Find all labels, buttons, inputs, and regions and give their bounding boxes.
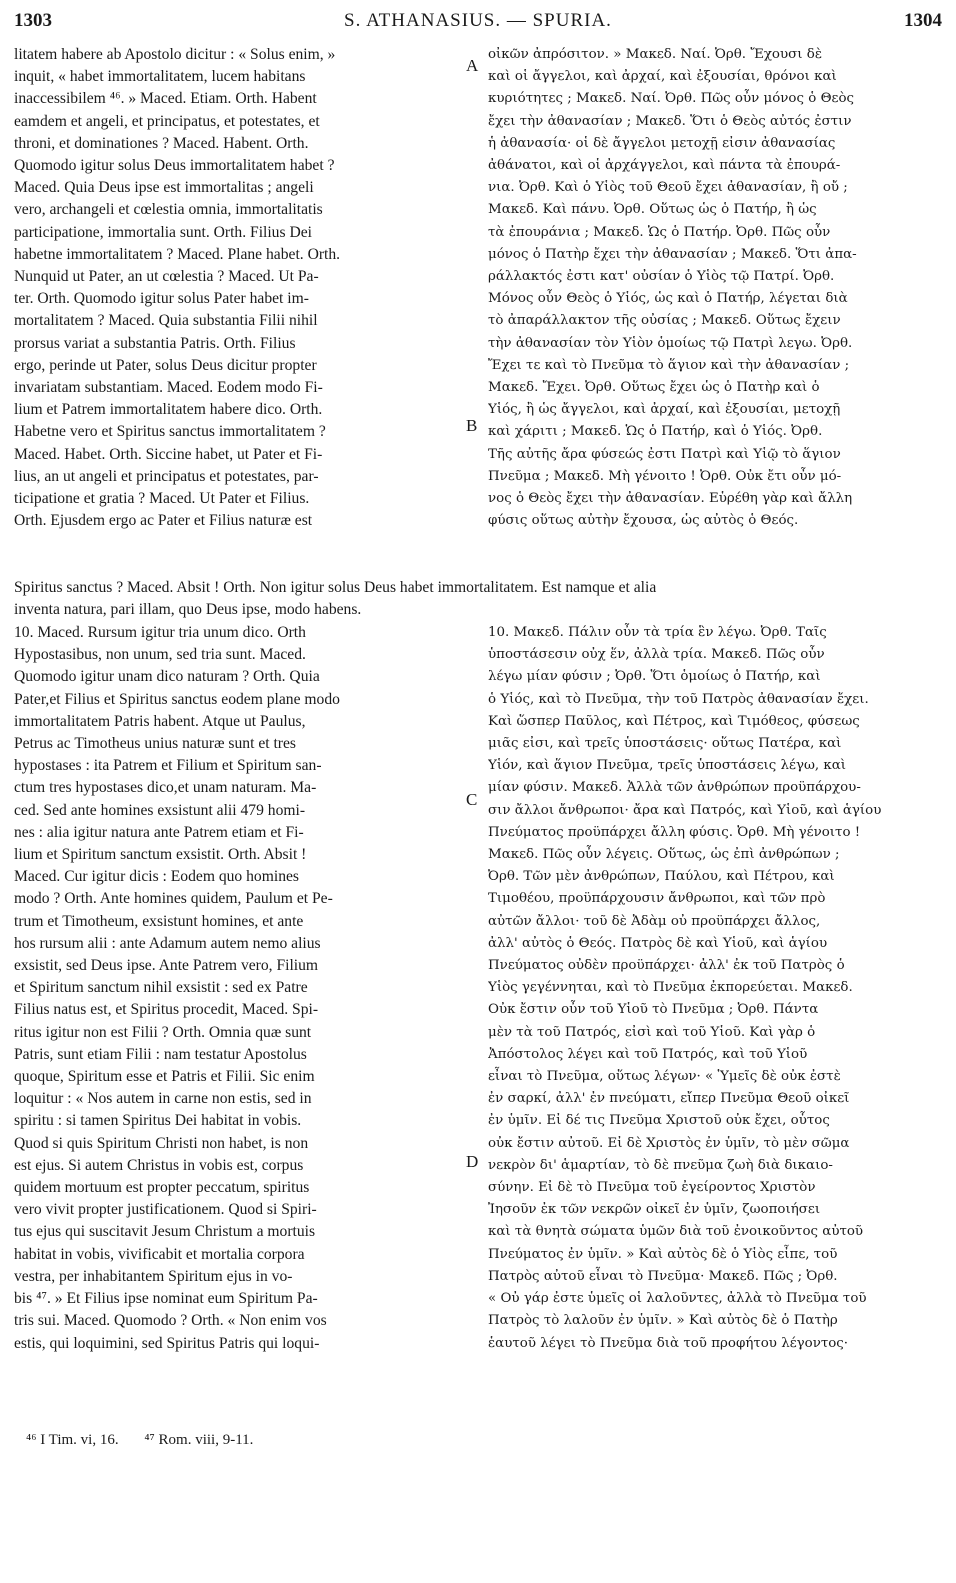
text-line: lium et Patrem immortalitatem habere dico. Orth. xyxy=(14,401,323,419)
text-line: ἔχει τὴν ἀθανασίαν ; Μακεδ. Ὅτι ὁ Θεὸς αὐτός ἐστιν xyxy=(488,113,852,129)
text-line: Quod si quis Spiritum Christi non habet, is non xyxy=(14,1134,309,1152)
text-line: Ἰησοῦν ἐκ τῶν νεκρῶν οἰκεῖ ἐν ὑμῖν, ζωοποιήσει xyxy=(488,1202,821,1218)
text-line: lius, an ut angeli et principatus et potestates, par- xyxy=(14,467,319,485)
text-line: 10. Μακεδ. Πάλιν οὖν τὰ τρία ἓν λέγω. Ὀρθ. Ταῖς xyxy=(488,625,827,640)
text-line: tris sui. Maced. Quomodo ? Orth. « Non enim vos xyxy=(14,1312,327,1330)
latin-full-width-text xyxy=(14,577,942,621)
text-line: Καὶ ὥσπερ Παῦλος, καὶ Πέτρος, καὶ Τιμόθεος, φύσεως xyxy=(488,713,860,729)
text-line: inaccessibilem ⁴⁶. » Maced. Etiam. Orth. Habent xyxy=(14,90,317,108)
text-line: Πνεύματος προϋπάρχει ἄλλη φύσις. Ὀρθ. Μὴ γένοιτο ! xyxy=(488,824,861,840)
latin-column-bottom xyxy=(14,622,466,1355)
text-line: loquitur : « Nos autem in carne non estis, sed in xyxy=(14,1090,312,1108)
text-line: exsistit, sed Deus ipse. Ante Patrem vero, Filium xyxy=(14,957,319,975)
text-line: ced. Sed ante homines exsistunt alii 479 homi- xyxy=(14,801,306,819)
text-line: εἶναι τὸ Πνεῦμα, οὕτως λέγων· « Ὑμεῖς δὲ οὐκ ἐστὲ xyxy=(488,1069,841,1085)
text-line: Μακεδ. Ἔχει. Ὀρθ. Οὕτως ἔχει ὡς ὁ Πατὴρ καὶ ὁ xyxy=(488,380,820,396)
page-number-left: 1303 xyxy=(14,10,52,31)
text-line: Πνεύματος οὐδὲν προϋπάρχει· ἀλλ' ἐκ τοῦ Πατρὸς ὁ xyxy=(488,958,845,974)
text-line: habitat in vobis, vivificabit et mortalia corpora xyxy=(14,1245,305,1263)
text-line: Τιμοθέου, προϋπάρχουσιν ἄνθρωποι, καὶ τῶν πρὸ xyxy=(488,891,826,907)
greek-column-bottom xyxy=(488,622,942,1355)
text-line: τὴν ἀθανασίαν τὸν Υἱὸν ὁμοίως τῷ Πατρὶ λεγω. Ὀρθ. xyxy=(488,335,853,351)
text-line: ἐν ὑμῖν. Εἰ δέ τις Πνεῦμα Χριστοῦ οὐκ ἔχει, οὗτος xyxy=(488,1113,830,1129)
text-line: Μακεδ. Πῶς οὖν λέγεις. Οὕτως, ὡς ἐπὶ ἀνθρώπων ; xyxy=(488,847,840,863)
text-line: spiritu : si tamen Spiritus Dei habitat in vobis. xyxy=(14,1112,302,1130)
text-line: hypostases : ita Patrem et Filium et Spiritum san- xyxy=(14,757,322,775)
text-line: ἑαυτοῦ λέγει τὸ Πνεῦμα διὰ τοῦ προφήτου λέγοντος· xyxy=(488,1335,849,1351)
text-line: μόνος ὁ Πατὴρ ἔχει τὴν ἀθανασίαν ; Μακεδ. Ὅτι ἀπα- xyxy=(488,246,857,262)
text-line: hos rursum alii : ante Adamum autem nemo alius xyxy=(14,934,321,952)
text-line: vero, archangeli et cœlestia omnia, immortalitatis xyxy=(14,201,323,219)
text-line: ὁ Υἱός, καὶ τὸ Πνεῦμα, τὴν τοῦ Πατρὸς ἀθανασίαν ἔχει. xyxy=(488,691,869,707)
text-line: ἀθάνατοι, καὶ οἱ ἀρχάγγελοι, καὶ πάντα τὰ ἐπουρά- xyxy=(488,158,841,174)
margin-letter-c: C xyxy=(466,790,478,809)
text-line: ράλλακτός ἐστι κατ' οὐσίαν ὁ Υἱὸς τῷ Πατρί. Ὀρθ. xyxy=(488,269,835,285)
text-line: Υἱὸς γεγέννηται, καὶ τὸ Πνεῦμα ἐκπορεύεται. Μακεδ. xyxy=(488,980,853,996)
footnote-47: ⁴⁷ Rom. viii, 9-11. xyxy=(144,1432,254,1448)
footnotes xyxy=(26,1432,275,1449)
text-line: τὰ ἐπουράνια ; Μακεδ. Ὡς ὁ Πατήρ. Ὀρθ. Πῶς οὖν xyxy=(488,224,831,240)
text-line: 10. Maced. Rursum igitur tria unum dico. Orth xyxy=(14,624,306,641)
text-line: modo ? Orth. Ante homines quidem, Paulum et Pe- xyxy=(14,890,333,908)
text-line: inquit, « habet immortalitatem, lucem habitans xyxy=(14,68,306,86)
text-line: ctum tres hypostases dico,et unam naturam. Ma- xyxy=(14,779,317,797)
text-line: κυριότητες ; Μακεδ. Ναί. Ὀρθ. Πῶς οὖν μόνος ὁ Θεὸς xyxy=(488,91,855,107)
text-line: habetne immortalitatem ? Maced. Plane habet. Orth. xyxy=(14,245,341,263)
text-line: ritus igitur non est Filii ? Orth. Omnia quæ sunt xyxy=(14,1023,312,1041)
text-line: invariatam substantiam. Maced. Eodem modo Fi- xyxy=(14,379,323,397)
text-line: σύνην. Εἰ δὲ τὸ Πνεῦμα τοῦ ἐγείροντος Χριστὸν xyxy=(488,1180,816,1196)
text-line: τὸ ἀπαράλλακτον τῆς οὐσίας ; Μακεδ. Οὕτως ἔχειν xyxy=(488,313,841,329)
text-line: ἀλλ' αὐτὸς ὁ Θεός. Πατρὸς δὲ καὶ Υἱοῦ, καὶ ἁγίου xyxy=(488,935,828,951)
text-line: lium et Spiritum sanctum exsistit. Orth. Absit ! xyxy=(14,846,307,864)
greek-column-top xyxy=(488,44,942,532)
text-line: ticipatione et gratia ? Maced. Ut Pater et Filius. xyxy=(14,490,310,508)
text-line: bis ⁴⁷. » Et Filius ipse nominat eum Spiritum Pa- xyxy=(14,1290,318,1308)
running-title: S. ATHANASIUS. — SPURIA. xyxy=(344,10,612,31)
footnote-46: ⁴⁶ I Tim. vi, 16. xyxy=(26,1432,119,1448)
text-line: prorsus variat a substantia Patris. Orth. Filius xyxy=(14,334,296,352)
text-line: ἡ ἀθανασία· οἱ δὲ ἄγγελοι μετοχῇ εἰσιν ἀθανασίας xyxy=(488,135,836,151)
text-line: καὶ οἱ ἄγγελοι, καὶ ἀρχαί, καὶ ἐξουσίαι, θρόνοι καὶ xyxy=(488,69,837,85)
margin-letter-b: B xyxy=(466,416,478,435)
text-line: Ὀρθ. Τῶν μὲν ἀνθρώπων, Παύλου, καὶ Πέτρου, καὶ xyxy=(488,869,835,885)
text-line: Ἀπόστολος λέγει καὶ τοῦ Πατρός, καὶ τοῦ Υἱοῦ xyxy=(488,1046,808,1062)
text-line: Πνεῦμα ; Μακεδ. Μὴ γένοιτο ! Ὀρθ. Οὐκ ἔτι οὖν μό- xyxy=(488,468,842,484)
text-line: αὐτῶν ἄλλοι· τοῦ δὲ Ἀδὰμ οὐ προϋπάρχει ἄλλος, xyxy=(488,913,821,929)
text-line: μίαν φύσιν. Μακεδ. Ἀλλὰ τῶν ἀνθρώπων προϋπάρχου- xyxy=(488,780,861,796)
text-line: Filius natus est, et Spiritus procedit, Maced. Spi- xyxy=(14,1001,319,1019)
text-line: ter. Orth. Quomodo igitur solus Pater habet im- xyxy=(14,290,309,308)
latin-column-top xyxy=(14,44,466,532)
text-line: eamdem et angeli, et principatus, et potestates, et xyxy=(14,112,320,130)
text-line: Πατρὸς τὸ λαλοῦν ἐν ὑμῖν. » Καὶ αὐτὸς δὲ ὁ Πατὴρ xyxy=(488,1313,838,1329)
text-line: Υἱόν, καὶ ἅγιον Πνεῦμα, τρεῖς ὑποστάσεις λέγω, καὶ xyxy=(488,758,847,774)
text-line: Quomodo igitur solus Deus immortalitatem habet ? xyxy=(14,157,335,175)
text-line: καὶ χάριτι ; Μακεδ. Ὡς ὁ Πατήρ, καὶ ὁ Υἱός. Ὀρθ. xyxy=(488,424,823,440)
text-line: Τῆς αὐτῆς ἄρα φύσεώς ἐστι Πατρὶ καὶ Υἱῷ τὸ ἅγιον xyxy=(488,446,841,462)
margin-letter-a: A xyxy=(466,56,479,75)
text-line: Μακεδ. Καὶ πάνυ. Ὀρθ. Οὕτως ὡς ὁ Πατήρ, ἢ ὡς xyxy=(488,202,817,218)
text-line: ergo, perinde ut Pater, solus Deus dicitur propter xyxy=(14,356,317,374)
text-line: Pater,et Filius et Spiritus sanctus eodem plane modo xyxy=(14,690,340,708)
text-line: Nunquid ut Pater, an ut cœlestia ? Maced. Ut Pa- xyxy=(14,268,319,286)
text-line: Maced. Cur igitur dicis : Eodem quo homines xyxy=(14,868,299,886)
running-header xyxy=(14,10,942,40)
text-line: Υἱός, ἢ ὡς ἄγγελοι, καὶ ἀρχαί, καὶ ἐξουσίαι, μετοχῇ xyxy=(488,402,841,418)
text-line: οἰκῶν ἀπρόσιτον. » Μακεδ. Ναί. Ὀρθ. Ἔχουσι δὲ xyxy=(488,47,823,62)
text-line: μιᾶς εἰσι, καὶ τρεῖς ὑποστάσεις· οὕτως Πατέρα, καὶ xyxy=(488,736,842,752)
text-line: Hypostasibus, non unum, sed tria sunt. Maced. xyxy=(14,646,306,664)
text-line: Quomodo igitur unam dico naturam ? Orth. Quia xyxy=(14,668,320,686)
text-line: litatem habere ab Apostolo dicitur : « Solus enim, » xyxy=(14,46,336,63)
text-line: throni, et dominationes ? Maced. Habent. Orth. xyxy=(14,134,309,152)
text-line: Petrus ac Timotheus unius naturæ sunt et tres xyxy=(14,735,296,753)
text-line: Μόνος οὖν Θεὸς ὁ Υἱός, ὡς καὶ ὁ Πατήρ, λέγεται διὰ xyxy=(488,291,848,307)
text-line: quoque, Spiritum esse et Patris et Filii. Sic enim xyxy=(14,1068,315,1086)
text-line: estis, qui loquimini, sed Spiritus Patris qui loqui- xyxy=(14,1334,320,1352)
text-line: participatione, immortalia sunt. Orth. Filius Dei xyxy=(14,223,312,241)
text-line: « Οὐ γάρ ἐστε ὑμεῖς οἱ λαλοῦντες, ἀλλὰ τὸ Πνεῦμα τοῦ xyxy=(488,1291,867,1307)
text-line: Ἔχει τε καὶ τὸ Πνεῦμα τὸ ἅγιον καὶ τὴν ἀθανασίαν ; xyxy=(488,357,850,373)
text-line: σιν ἄλλοι ἄνθρωποι· ἄρα καὶ Πατρός, καὶ Υἱοῦ, καὶ ἁγίου xyxy=(488,802,882,818)
text-line: immortalitatem Patris habent. Atque ut Paulus, xyxy=(14,712,306,730)
text-line: trum et Timotheum, exsistunt homines, et ante xyxy=(14,912,304,930)
text-line: ὑποστάσεσιν οὐχ ἕν, ἀλλὰ τρία. Μακεδ. Πῶς οὖν xyxy=(488,647,825,663)
text-line: mortalitatem ? Maced. Quia substantia Filii nihil xyxy=(14,312,318,330)
text-line: Spiritus sanctus ? Maced. Absit ! Orth. Non igitur solus Deus habet immortalitatem. Est namque et alia xyxy=(14,579,657,596)
text-line: Orth. Ejusdem ergo ac Pater et Filius naturæ est xyxy=(14,512,313,530)
text-line: ἐν σαρκί, ἀλλ' ἐν πνεύματι, εἴπερ Πνεῦμα Θεοῦ οἰκεῖ xyxy=(488,1091,850,1107)
text-line: est ejus. Si autem Christus in vobis est, corpus xyxy=(14,1156,304,1174)
text-line: nes : alia igitur natura ante Patrem etiam et Fi- xyxy=(14,823,304,841)
text-line: Habetne vero et Spiritus sanctus immortalitatem ? xyxy=(14,423,326,441)
text-line: Οὐκ ἔστιν οὖν τοῦ Υἱοῦ τὸ Πνεῦμα ; Ὀρθ. Πάντα xyxy=(488,1002,819,1018)
text-line: νος ὁ Θεὸς ἔχει τὴν ἀθανασίαν. Εὑρέθη γὰρ καὶ ἄλλη xyxy=(488,491,853,507)
text-line: μὲν τὰ τοῦ Πατρός, εἰσὶ καὶ τοῦ Υἱοῦ. Καὶ γὰρ ὁ xyxy=(488,1024,816,1040)
text-line: vero vivit propter justificationem. Quod si Spiri- xyxy=(14,1201,317,1219)
text-line: et Spiritum sanctum nihil exsistit : sed ex Patre xyxy=(14,979,308,997)
text-line: Πατρὸς αὐτοῦ εἶναι τὸ Πνεῦμα· Μακεδ. Πῶς ; Ὀρθ. xyxy=(488,1268,838,1284)
text-line: vestra, per inhabitantem Spiritum ejus in vo- xyxy=(14,1267,293,1285)
text-line: Maced. Quia Deus ipse est immortalitas ; angeli xyxy=(14,179,314,197)
text-line: Patris, sunt etiam Filii : nam testatur Apostolus xyxy=(14,1045,307,1063)
text-line: φύσις οὕτως αὐτὴν ἔχουσα, ὡς αὐτὸς ὁ Θεός. xyxy=(488,513,799,529)
text-line: quidem mortuum est propter peccatum, spiritus xyxy=(14,1179,310,1197)
margin-letter-d: D xyxy=(466,1152,479,1171)
text-line: Πνεύματος ἐν ὑμῖν. » Καὶ αὐτὸς δὲ ὁ Υἱὸς εἶπε, τοῦ xyxy=(488,1246,838,1262)
text-line: Maced. Habet. Orth. Siccine habet, ut Pater et Fi- xyxy=(14,445,323,463)
text-line: νια. Ὀρθ. Καὶ ὁ Υἱὸς τοῦ Θεοῦ ἔχει ἀθανασίαν, ἢ οὔ ; xyxy=(488,180,848,196)
page-number-right: 1304 xyxy=(904,10,942,31)
text-line: καὶ τὰ θνητὰ σώματα ὑμῶν διὰ τοῦ ἐνοικοῦντος αὐτοῦ xyxy=(488,1224,864,1240)
text-line: νεκρὸν δι' ἁμαρτίαν, τὸ δὲ πνεῦμα ζωὴ διὰ δικαιο- xyxy=(488,1157,833,1173)
text-line: tus ejus qui suscitavit Jesum Christum a mortuis xyxy=(14,1223,316,1241)
text-line: λέγω μίαν φύσιν ; Ὀρθ. Ὅτι ὁμοίως ὁ Πατήρ, καὶ xyxy=(488,669,821,685)
text-line: οὐκ ἔστιν αὐτοῦ. Εἰ δὲ Χριστὸς ἐν ὑμῖν, τὸ μὲν σῶμα xyxy=(488,1135,850,1151)
text-line: inventa natura, pari illam, quo Deus ipse, modo habens. xyxy=(14,601,362,619)
